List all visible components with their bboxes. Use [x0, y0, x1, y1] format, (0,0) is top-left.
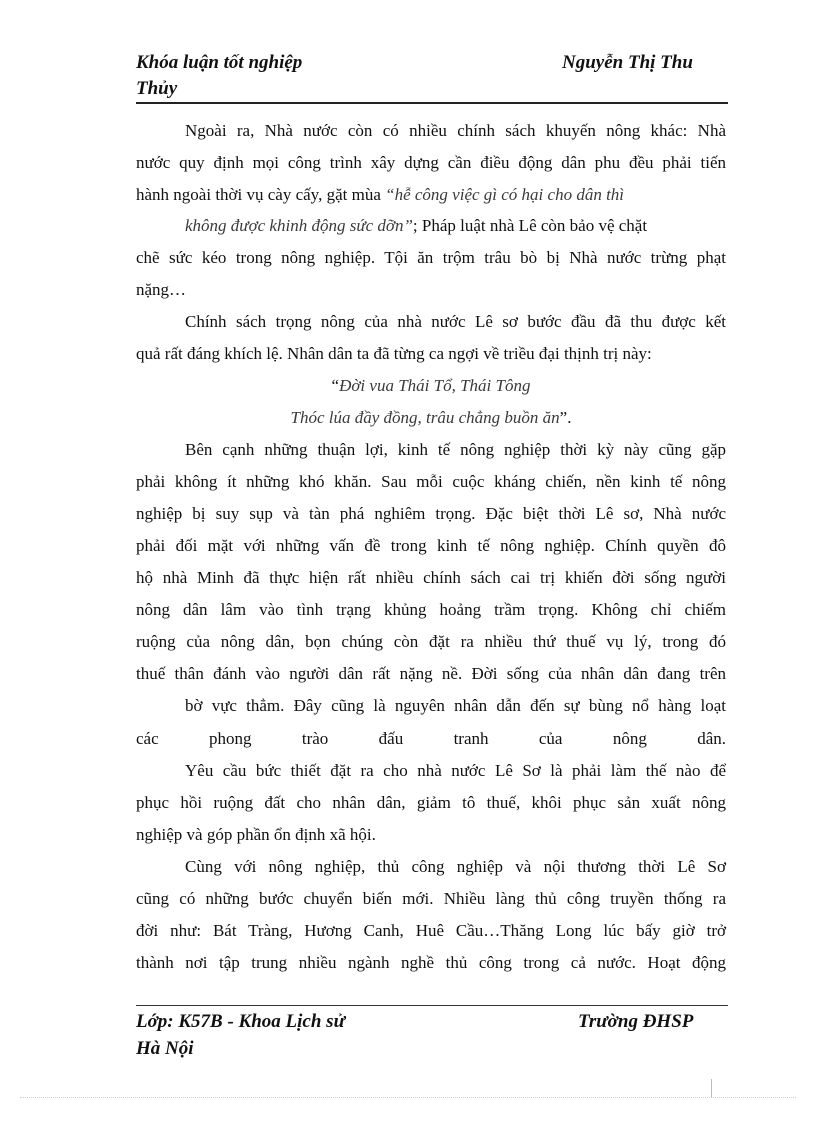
footer-class-faculty: Lớp: K57B - Khoa Lịch sử [136, 1011, 345, 1032]
header-author-name-cont: Thủy [136, 78, 178, 99]
footer-university-cont: Hà Nội [136, 1038, 194, 1059]
body-line-6: nặng… [136, 280, 187, 299]
body-line-14: nông dân lâm vào tình trạng khủng hoảng trầm trọng. Không chỉ chiếm [136, 600, 726, 619]
body-line-3 [136, 184, 726, 206]
footer-university: Trường ĐHSP [578, 1011, 694, 1032]
body-line-5: chẽ sức kéo trong nông nghiệp. Tội ăn trộm trâu bò bị Nhà nước trừng phạt [136, 248, 726, 267]
poem-line-1 [136, 375, 726, 397]
page-boundary-dotted [20, 1097, 796, 1098]
quote-text-cont: không được khinh động sức dỡn” [185, 216, 413, 235]
header-author-name: Nguyễn Thị Thu [562, 52, 693, 73]
poem-line-1-text: Đời vua Thái Tổ, Thái Tông [339, 376, 531, 395]
body-line-1: Ngoài ra, Nhà nước còn có nhiều chính sách khuyến nông khác: Nhà [185, 121, 726, 140]
body-line-10: phải không ít những khó khăn. Sau mỗi cuộc kháng chiến, nền kinh tế nông [136, 472, 726, 491]
body-line-15: ruộng của nông dân, bọn chúng còn đặt ra nhiều thứ thuế vụ lý, trong đó [136, 632, 726, 651]
body-line-2: nước quy định mọi công trình xây dựng cần điều động dân phu đều phải tiến [136, 153, 726, 172]
body-line-20: phục hồi ruộng đất cho nhân dân, giảm tô thuế, khôi phục sản xuất nông [136, 793, 726, 812]
poem-close-quote: ”. [559, 408, 572, 427]
body-line-21: nghiệp và góp phần ổn định xã hội. [136, 825, 376, 844]
body-line-16: thuế thân đánh vào người dân rất nặng nề. Đời sống của nhân dân đang trên [136, 664, 726, 683]
body-line-23: cũng có những bước chuyển biến mới. Nhiều làng thủ công truyền thống ra [136, 889, 726, 908]
quote-text: “hễ công việc gì có hại cho dân thì [385, 185, 625, 204]
body-line-25: thành nơi tập trung nhiều ngành nghề thủ công trong cả nước. Hoạt động [136, 953, 726, 972]
body-line-11: nghiệp bị suy sụp và tàn phá nghiêm trọng. Đặc biệt thời Lê sơ, Nhà nước [136, 504, 726, 523]
body-line-9: Bên cạnh những thuận lợi, kinh tế nông nghiệp thời kỳ này cũng gặp [185, 440, 726, 459]
body-line-3-text: hành ngoài thời vụ cày cấy, gặt mùa [136, 185, 381, 204]
body-line-18: các phong trào đấu tranh của nông dân. [136, 729, 726, 748]
body-line-4-text: ; Pháp luật nhà Lê còn bảo vệ chặt [412, 216, 648, 235]
body-line-13: hộ nhà Minh đã thực hiện rất nhiều chính sách cai trị khiến đời sống người [136, 568, 726, 587]
header-thesis-title: Khóa luận tốt nghiệp [136, 52, 303, 73]
body-line-7: Chính sách trọng nông của nhà nước Lê sơ bước đầu đã thu được kết [185, 312, 726, 331]
body-line-12: phải đối mặt với những vấn đề trong kinh tế nông nghiệp. Chính quyền đô [136, 536, 726, 555]
body-line-8: quả rất đáng khích lệ. Nhân dân ta đã từng ca ngợi về triều đại thịnh trị này: [136, 344, 652, 363]
header-rule [136, 102, 728, 104]
poem-open-quote: “ [331, 376, 340, 395]
body-line-4 [185, 215, 726, 237]
page-corner-mark [711, 1079, 712, 1097]
footer-rule [136, 1005, 728, 1006]
body-line-24: đời như: Bát Tràng, Hương Canh, Huê Cầu…Thăng Long lúc bấy giờ trở [136, 921, 726, 940]
poem-line-2 [136, 407, 726, 429]
body-line-19: Yêu cầu bức thiết đặt ra cho nhà nước Lê Sơ là phải làm thế nào để [185, 761, 726, 780]
body-line-17: bờ vực thẳm. Đây cũng là nguyên nhân dẫn đến sự bùng nổ hàng loạt [185, 696, 726, 715]
body-line-22: Cùng với nông nghiệp, thủ công nghiệp và nội thương thời Lê Sơ [185, 857, 726, 876]
poem-line-2-text: Thóc lúa đầy đồng, trâu chẳng buồn ăn [290, 408, 560, 427]
